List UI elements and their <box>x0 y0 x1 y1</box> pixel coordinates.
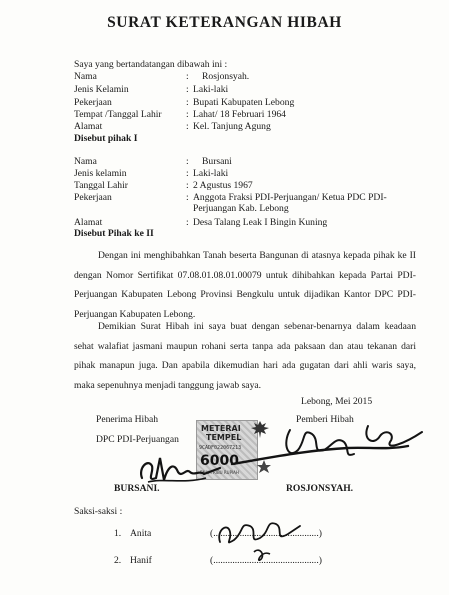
stamp-code: 9CADF022067213 <box>199 445 242 451</box>
colon: : <box>186 84 189 95</box>
p1-pekerjaan-label: Pekerjaan <box>74 97 112 108</box>
intro-text: Saya yang bertandatangan dibawah ini : <box>74 59 228 70</box>
p1-ttl-label: Tempat /Tanggal Lahir <box>74 109 162 120</box>
colon: : <box>186 121 189 132</box>
colon: : <box>186 168 189 179</box>
penerima-org: DPC PDI-Perjuangan <box>96 434 179 445</box>
p2-nama-value: Bursani <box>202 156 232 167</box>
signature-rosjonsyah-icon <box>228 420 428 480</box>
p2-alamat-label: Alamat <box>74 217 103 228</box>
stamp-amount: 6000 <box>200 453 239 469</box>
stamp-currency: ENAM RIBU RUPIAH <box>200 470 239 475</box>
saksi-number: 1. <box>114 528 122 539</box>
p2-jk-label: Jenis kelamin <box>74 168 127 179</box>
place-date: Lebong, Mei 2015 <box>301 396 373 407</box>
colon: : <box>186 109 189 120</box>
body-paragraph-1: Dengan ini menghibahkan Tanah beserta Bangunan di atasnya kepada pihak ke II dengan Nomor Sertifikat 07.08.01.08.01.00079 untuk dihibahkan kepada Partai PDI-Perjuangan Kabupaten Lebong Provinsi Bengkulu untuk dijadikan Kantor DPC PDI-Perjuangan Kabupaten Lebong. <box>74 250 416 320</box>
p1-heading: Disebut pihak I <box>74 133 138 144</box>
p2-jk-value: Laki-laki <box>193 168 229 179</box>
p2-pekerjaan-label: Pekerjaan <box>74 192 112 203</box>
penerima-name: BURSANI. <box>114 483 160 494</box>
pemberi-name: ROSJONSYAH. <box>286 483 354 494</box>
p2-alamat-value: Desa Talang Leak I Bingin Kuning <box>193 217 328 228</box>
saksi-name: Anita <box>130 528 152 539</box>
p1-alamat-label: Alamat <box>74 121 103 132</box>
colon: : <box>186 71 189 82</box>
colon: : <box>186 156 189 167</box>
saksi-blank: (............................................) <box>210 555 322 566</box>
colon: : <box>186 180 189 191</box>
p2-tgl-label: Tanggal Lahir <box>74 180 128 191</box>
p1-jk-value: Laki-laki <box>193 84 229 95</box>
saksi-number: 2. <box>114 555 122 566</box>
stamp-line1: METERAI <box>201 424 241 433</box>
pemberi-label: Pemberi Hibah <box>296 414 354 425</box>
p2-heading: Disebut Pihak ke II <box>74 228 154 239</box>
p1-ttl-value: Lahat/ 18 Februari 1964 <box>193 109 286 120</box>
body-paragraph-2: Demikian Surat Hibah ini saya buat dengan sebenar-benarnya dalam keadaan sehat walafiat jasmani maupun rohani serta tanpa ada paksaan dan atau tekanan dari pihak manapun juga. Dan apabila dikemudian hari ada gugatan dari ahli waris saya, maka sepenuhnya menjadi tanggung jawab saya. <box>74 321 416 391</box>
p1-pekerjaan-value: Bupati Kabupaten Lebong <box>193 97 295 108</box>
colon: : <box>186 192 189 203</box>
document-title: SURAT KETERANGAN HIBAH <box>107 14 342 31</box>
p2-nama-label: Nama <box>74 156 97 167</box>
meterai-stamp <box>196 420 258 480</box>
saksi-name: Hanif <box>130 555 152 566</box>
p2-pekerjaan-value-2: Perjuangan Kab. Lebong <box>193 203 289 214</box>
star-mark-icon <box>256 459 272 475</box>
p1-alamat-value: Kel. Tanjung Agung <box>193 121 271 132</box>
saksi-label: Saksi-saksi : <box>74 506 123 517</box>
p1-nama-label: Nama <box>74 71 97 82</box>
saksi-blank: (............................................) <box>210 528 322 539</box>
penerima-label: Penerima Hibah <box>96 414 159 425</box>
p2-pekerjaan-value-1: Anggota Fraksi PDI-Perjuangan/ Ketua PDC PDI- <box>193 192 387 203</box>
stamp-line2: TEMPEL <box>206 433 242 442</box>
colon: : <box>186 97 189 108</box>
p1-nama-value: Rosjonsyah. <box>202 71 250 82</box>
colon: : <box>186 217 189 228</box>
p1-jk-label: Jenis Kelamin <box>74 84 129 95</box>
p2-tgl-value: 2 Agustus 1967 <box>193 180 253 191</box>
